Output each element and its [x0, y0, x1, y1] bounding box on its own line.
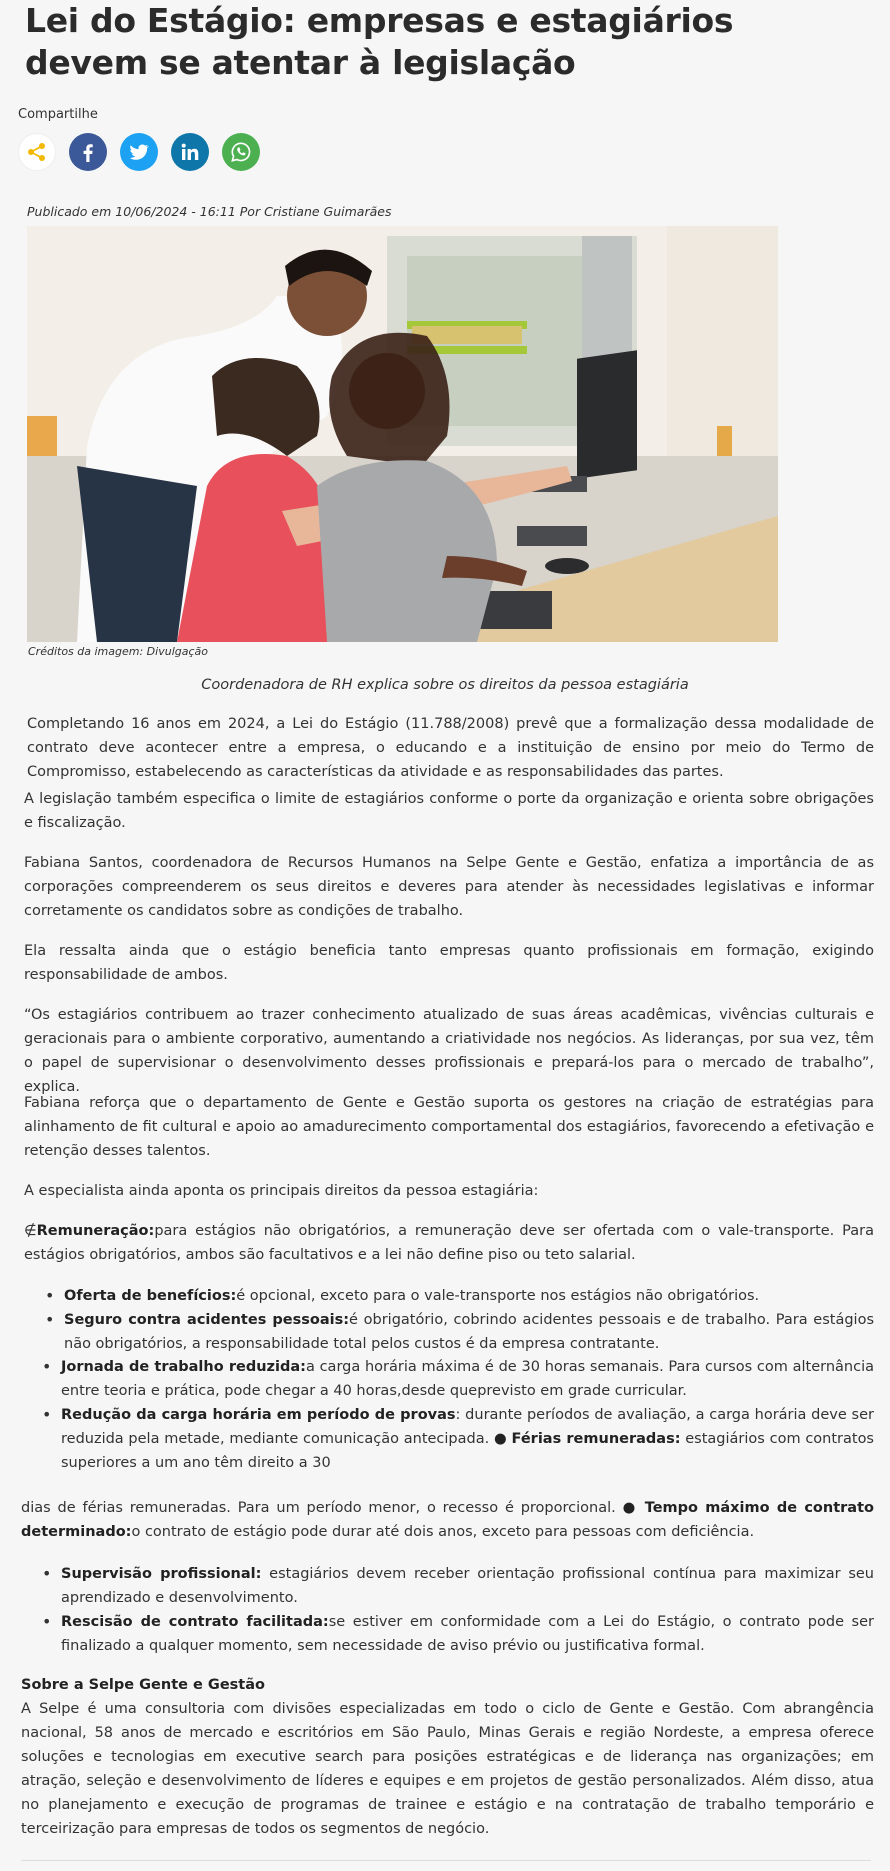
article-title: Lei do Estágio: empresas e estagiários devem se atentar à legislação	[25, 1, 734, 82]
linkedin-icon	[180, 142, 200, 162]
paragraph-especialista: A especialista ainda aponta os principais direitos da pessoa estagiária:	[24, 1183, 539, 1199]
share-buttons	[18, 133, 260, 171]
twitter-icon	[128, 141, 150, 163]
remuneracao-text: para estágios não obrigatórios, a remuneração deve ser ofertada com o vale-transporte. Para estágios obrigatórios, ambos são facultativos e a lei não define piso ou teto salarial.	[24, 1223, 874, 1263]
list-item	[61, 1610, 874, 1658]
list-item	[61, 1355, 874, 1403]
article-subtitle: Coordenadora de RH explica sobre os direitos da pessoa estagiária	[201, 677, 689, 693]
about-text: A Selpe é uma consultoria com divisões especializadas em todo o ciclo de Gente e Gestão. Com abrangência nacional, 58 anos de mercado e escritórios em São Paulo, Minas Gerais e região Nordeste, a empresa oferece soluções e tecnologias em executive search para posições estratégicas e de liderança nas organizações; em atração, seleção e desenvolvimento de líderes e equipes e em projetos de gestão personalizados. Além disso, atua no planejamento e execução de programas de trainee e estágio e na contratação de trabalho temporário e terceirização para empresas de todos os segmentos de negócio.	[21, 1701, 874, 1837]
tempo-contrato-text: o contrato de estágio pode durar até dois anos, exceto para pessoas com deficiência.	[131, 1524, 755, 1540]
list-item-label: Redução da carga horária em período de provas	[61, 1407, 456, 1423]
list-item-label: Oferta de benefícios:	[64, 1288, 237, 1304]
paragraph-quote: “Os estagiários contribuem ao trazer conhecimento atualizado de suas áreas acadêmicas, vivências culturais e geracionais para o ambiente corporativo, aumentando a criatividade nos negócios. As lideranças, por sua vez, têm o papel de supervisionar o desenvolvimento desses profissionais e prepará-los para o mercado de trabalho”, explica.	[24, 1007, 874, 1095]
twitter-share-button[interactable]	[120, 133, 158, 171]
facebook-share-button[interactable]	[69, 133, 107, 171]
about-title: Sobre a Selpe Gente e Gestão	[21, 1677, 265, 1693]
list-item	[64, 1284, 874, 1308]
list-item	[61, 1562, 874, 1610]
paragraph-legislation: A legislação também especifica o limite de estagiários conforme o porte da organização e orienta sobre obrigações e fiscalização.	[24, 791, 874, 831]
list-item-text: se estiver em conformidade com a Lei do Estágio, o contrato pode ser finalizado a qualquer momento, sem necessidade de aviso prévio ou justificativa formal.	[61, 1614, 874, 1654]
paragraph-ferias-cont	[21, 1496, 874, 1544]
divider	[21, 1860, 871, 1861]
list-item-label: Supervisão profissional:	[61, 1566, 262, 1582]
list-item-text: : durante períodos de avaliação, a carga horária deve ser reduzida pela metade, mediante comunicação antecipada.	[61, 1407, 874, 1447]
paragraph-ressalta: Ela ressalta ainda que o estágio beneficia tanto empresas quanto profissionais em formação, exigindo responsabilidade de ambos.	[24, 943, 874, 983]
facebook-icon	[78, 142, 98, 162]
paragraph-intro: Completando 16 anos em 2024, a Lei do Estágio (11.788/2008) prevê que a formalização dessa modalidade de contrato deve acontecer entre a empresa, o educando e a instituição de ensino por meio do Termo de Compromisso, estabelecendo as características da atividade e as responsabilidades das partes.	[27, 716, 874, 780]
share-label: Compartilhe	[18, 107, 98, 122]
list-item	[61, 1403, 874, 1475]
list-item-label: Rescisão de contrato facilitada:	[61, 1614, 329, 1630]
paragraph-remuneracao	[24, 1219, 874, 1267]
rights-list-1	[64, 1284, 874, 1356]
paragraph-reforca: Fabiana reforça que o departamento de Gente e Gestão suporta os gestores na criação de estratégias para alinhamento de fit cultural e apoio ao amadurecimento comportamental dos estagiários, favorecendo a efetivação e retenção desses talentos.	[24, 1095, 874, 1159]
list-item-label: Seguro contra acidentes pessoais:	[64, 1312, 350, 1328]
unicode-symbol: ∉	[24, 1223, 37, 1239]
list-item-text: a carga horária máxima é de 30 horas semanais. Para cursos com alternância entre teoria e prática, pode chegar a 40 horas,desde queprevisto em grade curricular.	[61, 1359, 874, 1399]
remuneracao-label: Remuneração:	[36, 1223, 155, 1239]
article-photo	[27, 226, 778, 642]
image-credit: Créditos da imagem: Divulgação	[28, 645, 208, 658]
list-item-text: estagiários com contratos superiores a um ano têm direito a 30	[61, 1431, 874, 1471]
list-item	[64, 1308, 874, 1356]
share-button[interactable]	[18, 133, 56, 171]
list-item-text: é obrigatório, cobrindo acidentes pessoais e de trabalho. Para estágios não obrigatórios, a responsabilidade total pelos custos é da empresa contratante.	[64, 1312, 874, 1352]
whatsapp-icon	[230, 141, 252, 163]
rights-list-2	[61, 1355, 874, 1475]
inline-bullet: ●	[493, 1431, 507, 1447]
inline-bullet: ●	[622, 1500, 638, 1516]
tempo-contrato-label: Tempo máximo de contrato determinado:	[21, 1500, 874, 1540]
share-icon	[26, 141, 48, 163]
list-item-label: Jornada de trabalho reduzida:	[61, 1359, 306, 1375]
publication-info: Publicado em 10/06/2024 - 16:11 Por Cristiane Guimarães	[27, 204, 392, 219]
linkedin-share-button[interactable]	[171, 133, 209, 171]
list-item-label: Férias remuneradas:	[511, 1431, 681, 1447]
paragraph-fabiana: Fabiana Santos, coordenadora de Recursos Humanos na Selpe Gente e Gestão, enfatiza a importância de as corporações compreenderem os seus direitos e deveres para atender às necessidades legislativas e informar corretamente os candidatos sobre as condições de trabalho.	[24, 855, 874, 919]
rights-list-3	[61, 1562, 874, 1658]
list-item-text: estagiários devem receber orientação profissional contínua para maximizar seu aprendizado e desenvolvimento.	[61, 1566, 874, 1606]
whatsapp-share-button[interactable]	[222, 133, 260, 171]
ferias-text: dias de férias remuneradas. Para um período menor, o recesso é proporcional.	[21, 1500, 623, 1516]
list-item-text: é opcional, exceto para o vale-transporte nos estágios não obrigatórios.	[236, 1288, 760, 1304]
